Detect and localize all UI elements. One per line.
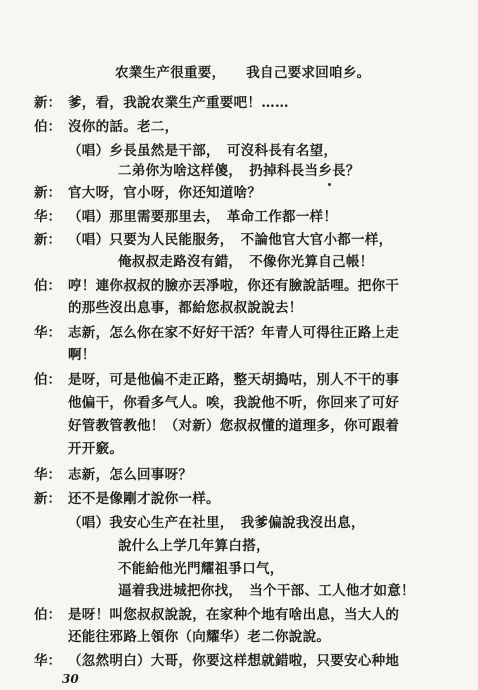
dialogue-line: 还能往邪路上領你（向耀华）老二你說說。 bbox=[68, 629, 331, 645]
dialogue-line: （唱）乡長虽然是干部， 可沒科長有名望， bbox=[68, 143, 338, 159]
speaker-label: 伯： bbox=[34, 607, 61, 623]
dialogue-line: 啊！ bbox=[68, 347, 96, 363]
dialogue-line: 二弟你为啥这样傻， 扔掉科長当乡長？ bbox=[118, 163, 360, 179]
speaker-label: 华： bbox=[34, 467, 61, 483]
dialogue-line: 农業生产很重要， 我自己要求回咱乡。 bbox=[115, 65, 371, 81]
dialogue-line: 是呀，可是他偏不走正路，整天胡搗咕，別人不干的事 bbox=[68, 372, 400, 388]
dialogue-line: 开开竅。 bbox=[68, 441, 124, 457]
dialogue-line: 他偏干，你看多气人。唉，我說他不听，你回来了可好 bbox=[68, 395, 400, 411]
dialogue-line: 是呀！叫您叔叔說說，在家种个地有啥出息，当大人的 bbox=[68, 607, 400, 623]
dialogue-line: 还不是像剛才說你一样。 bbox=[68, 491, 220, 507]
dialogue-line: 俺叔叔走路沒有錯， 不像你光算自己帳！ bbox=[118, 254, 374, 270]
ink-speck bbox=[328, 183, 331, 186]
dialogue-line: （忽然明白）大哥，你要这样想就錯啦，只要安心种地 bbox=[68, 653, 400, 669]
speaker-label: 伯： bbox=[34, 372, 61, 388]
dialogue-line: （唱）那里需要那里去， 革命工作都一样！ bbox=[68, 209, 338, 225]
dialogue-line: 好管教管教他！（对新）您叔叔懂的道理多，你可跟着 bbox=[68, 418, 400, 434]
dialogue-line: 說什么上学几年算白搭， bbox=[118, 538, 270, 554]
dialogue-line: 不能給他光門耀祖爭口气， bbox=[118, 561, 284, 577]
dialogue-line: 爹，看，我說农業生产重要吧！…… bbox=[68, 95, 289, 111]
speaker-label: 新： bbox=[34, 95, 61, 111]
speaker-label: 新： bbox=[34, 232, 61, 248]
speaker-label: 华： bbox=[34, 325, 61, 341]
speaker-label: 新： bbox=[34, 185, 61, 201]
speaker-label: 伯： bbox=[34, 278, 61, 294]
dialogue-line: （唱）只要为人民能服务， 不論他官大官小都一样， bbox=[68, 232, 393, 248]
dialogue-line: 逼着我进城把你找， 当个干部、工人他才如意！ bbox=[118, 583, 415, 599]
speaker-label: 新： bbox=[34, 491, 61, 507]
dialogue-line: 志新，怎么你在家不好好干活？年青人可得往正路上走 bbox=[68, 325, 400, 341]
speaker-label: 华： bbox=[34, 209, 61, 225]
dialogue-line: 官大呀，官小呀，你还知道啥？ bbox=[68, 185, 262, 201]
page-number: 30 bbox=[62, 672, 79, 686]
dialogue-line: 的那些沒出息事，都給您叔叔說說去！ bbox=[68, 300, 303, 316]
dialogue-line: 志新，怎么回事呀？ bbox=[68, 467, 193, 483]
dialogue-line: （唱）我安心生产在社里， 我爹偏說我沒出息， bbox=[68, 515, 365, 531]
dialogue-line: 沒你的話。老二， bbox=[68, 119, 179, 135]
speaker-label: 华： bbox=[34, 653, 61, 669]
dialogue-line: 哼！連你叔叔的臉亦丟凈啦，你还有臉說話哩。把你干 bbox=[68, 278, 400, 294]
speaker-label: 伯： bbox=[34, 119, 61, 135]
